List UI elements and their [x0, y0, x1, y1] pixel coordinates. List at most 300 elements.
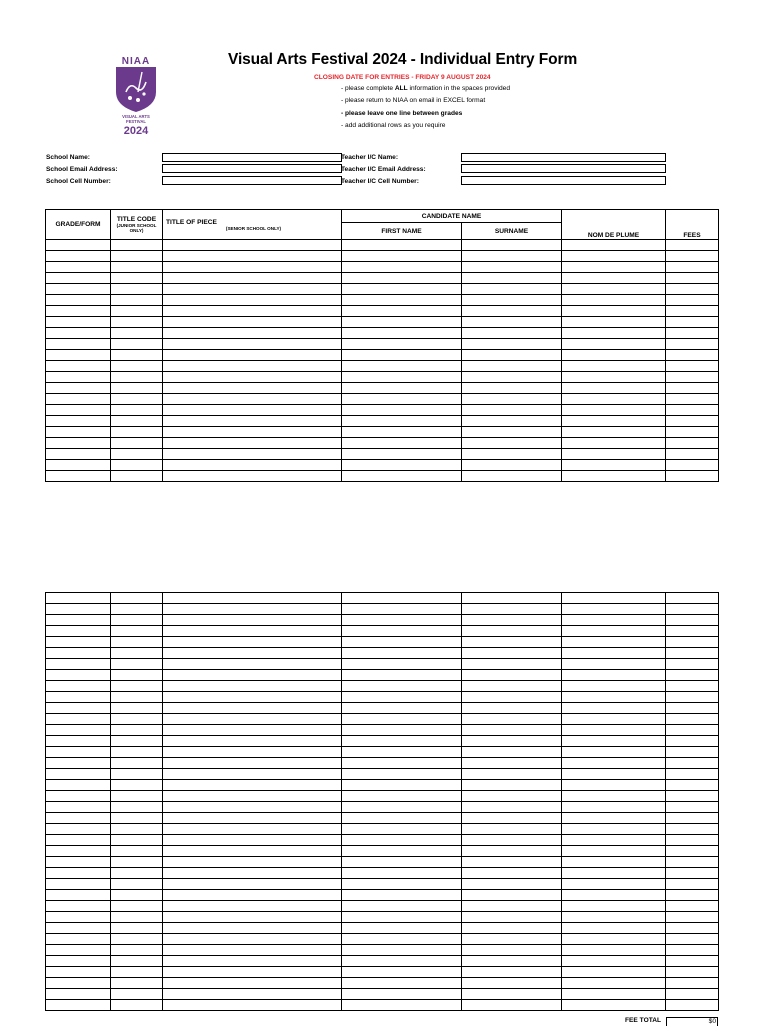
entry-cell[interactable]	[562, 339, 666, 350]
entry-cell[interactable]	[46, 769, 111, 780]
entry-cell[interactable]	[111, 416, 163, 427]
entry-cell[interactable]	[163, 791, 342, 802]
entry-cell[interactable]	[462, 251, 562, 262]
entry-cell[interactable]	[46, 989, 111, 1000]
entry-cell[interactable]	[462, 1000, 562, 1011]
entry-cell[interactable]	[342, 791, 462, 802]
entry-cell[interactable]	[462, 769, 562, 780]
entry-cell[interactable]	[163, 967, 342, 978]
entry-cell[interactable]	[163, 835, 342, 846]
entry-cell[interactable]	[462, 890, 562, 901]
entry-cell[interactable]	[163, 648, 342, 659]
entry-cell[interactable]	[46, 317, 111, 328]
entry-cell[interactable]	[342, 703, 462, 714]
entry-cell[interactable]	[342, 923, 462, 934]
teacher-email-field[interactable]	[461, 164, 666, 173]
entry-cell[interactable]	[163, 593, 342, 604]
entry-cell[interactable]	[342, 240, 462, 251]
entry-cell[interactable]	[163, 372, 342, 383]
entry-cell[interactable]	[111, 978, 163, 989]
entry-cell[interactable]	[562, 835, 666, 846]
entry-cell[interactable]	[562, 890, 666, 901]
entry-cell[interactable]	[163, 692, 342, 703]
entry-cell[interactable]	[342, 626, 462, 637]
entry-cell[interactable]	[342, 956, 462, 967]
entry-cell[interactable]	[342, 967, 462, 978]
entry-cell[interactable]	[111, 681, 163, 692]
entry-cell[interactable]	[46, 449, 111, 460]
entry-cell[interactable]	[462, 328, 562, 339]
entry-cell[interactable]	[163, 747, 342, 758]
entry-cell[interactable]	[666, 438, 719, 449]
entry-cell[interactable]	[163, 449, 342, 460]
entry-cell[interactable]	[111, 857, 163, 868]
entry-cell[interactable]	[462, 317, 562, 328]
entry-cell[interactable]	[666, 802, 719, 813]
entry-cell[interactable]	[562, 593, 666, 604]
entry-cell[interactable]	[562, 626, 666, 637]
entry-cell[interactable]	[163, 328, 342, 339]
entry-cell[interactable]	[462, 604, 562, 615]
entry-cell[interactable]	[342, 383, 462, 394]
entry-cell[interactable]	[462, 306, 562, 317]
entry-cell[interactable]	[342, 251, 462, 262]
entry-cell[interactable]	[46, 736, 111, 747]
entry-cell[interactable]	[562, 284, 666, 295]
entry-cell[interactable]	[163, 703, 342, 714]
entry-cell[interactable]	[342, 681, 462, 692]
entry-cell[interactable]	[562, 747, 666, 758]
entry-cell[interactable]	[462, 615, 562, 626]
entry-cell[interactable]	[46, 1000, 111, 1011]
entry-cell[interactable]	[46, 747, 111, 758]
entry-cell[interactable]	[46, 824, 111, 835]
entry-cell[interactable]	[562, 934, 666, 945]
entry-cell[interactable]	[666, 449, 719, 460]
entry-cell[interactable]	[666, 361, 719, 372]
entry-cell[interactable]	[462, 923, 562, 934]
entry-cell[interactable]	[666, 350, 719, 361]
entry-cell[interactable]	[666, 703, 719, 714]
entry-cell[interactable]	[46, 394, 111, 405]
entry-cell[interactable]	[111, 648, 163, 659]
entry-cell[interactable]	[666, 251, 719, 262]
entry-cell[interactable]	[111, 372, 163, 383]
entry-cell[interactable]	[111, 912, 163, 923]
entry-cell[interactable]	[342, 295, 462, 306]
entry-cell[interactable]	[163, 460, 342, 471]
entry-cell[interactable]	[46, 471, 111, 482]
entry-cell[interactable]	[342, 361, 462, 372]
entry-cell[interactable]	[666, 791, 719, 802]
entry-cell[interactable]	[342, 890, 462, 901]
entry-cell[interactable]	[462, 394, 562, 405]
entry-cell[interactable]	[342, 879, 462, 890]
entry-cell[interactable]	[163, 306, 342, 317]
entry-cell[interactable]	[666, 416, 719, 427]
entry-cell[interactable]	[46, 593, 111, 604]
entry-cell[interactable]	[562, 769, 666, 780]
entry-cell[interactable]	[46, 405, 111, 416]
entry-cell[interactable]	[462, 912, 562, 923]
entry-cell[interactable]	[111, 725, 163, 736]
entry-cell[interactable]	[111, 846, 163, 857]
entry-cell[interactable]	[562, 703, 666, 714]
entry-cell[interactable]	[462, 956, 562, 967]
entry-cell[interactable]	[666, 857, 719, 868]
entry-cell[interactable]	[562, 714, 666, 725]
entry-cell[interactable]	[562, 923, 666, 934]
entry-cell[interactable]	[666, 460, 719, 471]
entry-cell[interactable]	[46, 295, 111, 306]
entry-cell[interactable]	[562, 416, 666, 427]
entry-cell[interactable]	[111, 284, 163, 295]
entry-cell[interactable]	[666, 923, 719, 934]
entry-cell[interactable]	[342, 659, 462, 670]
entry-cell[interactable]	[342, 802, 462, 813]
entry-cell[interactable]	[562, 868, 666, 879]
entry-cell[interactable]	[562, 945, 666, 956]
entry-cell[interactable]	[163, 394, 342, 405]
entry-cell[interactable]	[163, 934, 342, 945]
entry-cell[interactable]	[562, 383, 666, 394]
school-email-field[interactable]	[162, 164, 342, 173]
entry-cell[interactable]	[111, 449, 163, 460]
entry-cell[interactable]	[462, 350, 562, 361]
entry-cell[interactable]	[163, 251, 342, 262]
entry-cell[interactable]	[111, 626, 163, 637]
entry-cell[interactable]	[46, 857, 111, 868]
entry-cell[interactable]	[666, 306, 719, 317]
entry-cell[interactable]	[666, 824, 719, 835]
entry-cell[interactable]	[342, 648, 462, 659]
entry-cell[interactable]	[666, 890, 719, 901]
entry-cell[interactable]	[342, 912, 462, 923]
entry-cell[interactable]	[666, 659, 719, 670]
entry-cell[interactable]	[562, 328, 666, 339]
entry-cell[interactable]	[342, 339, 462, 350]
entry-cell[interactable]	[111, 956, 163, 967]
entry-cell[interactable]	[666, 769, 719, 780]
entry-cell[interactable]	[342, 394, 462, 405]
entry-cell[interactable]	[462, 383, 562, 394]
entry-cell[interactable]	[111, 692, 163, 703]
entry-cell[interactable]	[342, 945, 462, 956]
entry-cell[interactable]	[462, 284, 562, 295]
entry-cell[interactable]	[111, 405, 163, 416]
entry-cell[interactable]	[462, 813, 562, 824]
entry-cell[interactable]	[666, 747, 719, 758]
entry-cell[interactable]	[666, 273, 719, 284]
entry-cell[interactable]	[562, 361, 666, 372]
entry-cell[interactable]	[111, 890, 163, 901]
entry-cell[interactable]	[342, 438, 462, 449]
entry-cell[interactable]	[111, 934, 163, 945]
entry-cell[interactable]	[462, 637, 562, 648]
entry-cell[interactable]	[666, 725, 719, 736]
entry-cell[interactable]	[342, 460, 462, 471]
entry-cell[interactable]	[111, 460, 163, 471]
entry-cell[interactable]	[342, 934, 462, 945]
entry-cell[interactable]	[666, 681, 719, 692]
entry-cell[interactable]	[562, 604, 666, 615]
entry-cell[interactable]	[163, 989, 342, 1000]
entry-cell[interactable]	[562, 912, 666, 923]
entry-cell[interactable]	[666, 868, 719, 879]
entry-cell[interactable]	[342, 835, 462, 846]
entry-cell[interactable]	[163, 978, 342, 989]
entry-cell[interactable]	[163, 350, 342, 361]
entry-cell[interactable]	[163, 405, 342, 416]
entry-cell[interactable]	[163, 284, 342, 295]
entry-cell[interactable]	[462, 681, 562, 692]
entry-cell[interactable]	[562, 901, 666, 912]
entry-cell[interactable]	[46, 923, 111, 934]
entry-cell[interactable]	[342, 405, 462, 416]
entry-cell[interactable]	[562, 989, 666, 1000]
entry-cell[interactable]	[342, 692, 462, 703]
entry-cell[interactable]	[111, 295, 163, 306]
entry-cell[interactable]	[562, 295, 666, 306]
entry-cell[interactable]	[462, 659, 562, 670]
entry-cell[interactable]	[562, 460, 666, 471]
entry-cell[interactable]	[462, 945, 562, 956]
entry-cell[interactable]	[163, 813, 342, 824]
entry-cell[interactable]	[342, 868, 462, 879]
entry-cell[interactable]	[163, 758, 342, 769]
entry-cell[interactable]	[111, 273, 163, 284]
entry-cell[interactable]	[562, 846, 666, 857]
entry-cell[interactable]	[163, 802, 342, 813]
entry-cell[interactable]	[46, 703, 111, 714]
entry-cell[interactable]	[163, 780, 342, 791]
entry-cell[interactable]	[342, 780, 462, 791]
entry-cell[interactable]	[666, 317, 719, 328]
entry-cell[interactable]	[666, 989, 719, 1000]
entry-cell[interactable]	[342, 1000, 462, 1011]
entry-cell[interactable]	[46, 967, 111, 978]
entry-cell[interactable]	[46, 802, 111, 813]
entry-cell[interactable]	[46, 901, 111, 912]
entry-cell[interactable]	[666, 967, 719, 978]
entry-cell[interactable]	[111, 835, 163, 846]
entry-cell[interactable]	[562, 780, 666, 791]
entry-cell[interactable]	[562, 449, 666, 460]
entry-cell[interactable]	[46, 372, 111, 383]
entry-cell[interactable]	[462, 967, 562, 978]
entry-cell[interactable]	[462, 901, 562, 912]
entry-cell[interactable]	[342, 350, 462, 361]
entry-cell[interactable]	[562, 813, 666, 824]
entry-cell[interactable]	[666, 648, 719, 659]
entry-cell[interactable]	[111, 240, 163, 251]
entry-cell[interactable]	[111, 306, 163, 317]
entry-cell[interactable]	[111, 328, 163, 339]
entry-cell[interactable]	[342, 901, 462, 912]
entry-cell[interactable]	[342, 317, 462, 328]
entry-cell[interactable]	[462, 262, 562, 273]
entry-cell[interactable]	[163, 824, 342, 835]
entry-cell[interactable]	[342, 989, 462, 1000]
entry-cell[interactable]	[46, 692, 111, 703]
entry-cell[interactable]	[111, 791, 163, 802]
entry-cell[interactable]	[163, 769, 342, 780]
entry-cell[interactable]	[562, 857, 666, 868]
entry-cell[interactable]	[666, 945, 719, 956]
entry-cell[interactable]	[562, 659, 666, 670]
entry-cell[interactable]	[111, 383, 163, 394]
entry-cell[interactable]	[163, 427, 342, 438]
entry-cell[interactable]	[46, 350, 111, 361]
entry-cell[interactable]	[462, 780, 562, 791]
entry-cell[interactable]	[666, 383, 719, 394]
entry-cell[interactable]	[666, 780, 719, 791]
entry-cell[interactable]	[163, 295, 342, 306]
entry-cell[interactable]	[46, 383, 111, 394]
entry-cell[interactable]	[163, 273, 342, 284]
entry-cell[interactable]	[111, 593, 163, 604]
entry-cell[interactable]	[163, 615, 342, 626]
entry-cell[interactable]	[163, 868, 342, 879]
entry-cell[interactable]	[666, 901, 719, 912]
entry-cell[interactable]	[562, 394, 666, 405]
entry-cell[interactable]	[163, 901, 342, 912]
entry-cell[interactable]	[562, 350, 666, 361]
entry-cell[interactable]	[163, 317, 342, 328]
entry-cell[interactable]	[111, 758, 163, 769]
entry-cell[interactable]	[342, 615, 462, 626]
entry-cell[interactable]	[562, 978, 666, 989]
entry-cell[interactable]	[562, 967, 666, 978]
entry-cell[interactable]	[111, 967, 163, 978]
entry-cell[interactable]	[666, 593, 719, 604]
entry-cell[interactable]	[163, 846, 342, 857]
entry-cell[interactable]	[666, 262, 719, 273]
entry-cell[interactable]	[666, 372, 719, 383]
entry-cell[interactable]	[462, 758, 562, 769]
entry-cell[interactable]	[111, 868, 163, 879]
entry-cell[interactable]	[462, 273, 562, 284]
entry-cell[interactable]	[462, 405, 562, 416]
entry-cell[interactable]	[562, 802, 666, 813]
entry-cell[interactable]	[562, 427, 666, 438]
entry-cell[interactable]	[462, 978, 562, 989]
school-name-field[interactable]	[162, 153, 342, 162]
entry-cell[interactable]	[666, 835, 719, 846]
entry-cell[interactable]	[666, 471, 719, 482]
entry-cell[interactable]	[462, 626, 562, 637]
entry-cell[interactable]	[342, 725, 462, 736]
entry-cell[interactable]	[342, 637, 462, 648]
entry-cell[interactable]	[462, 361, 562, 372]
entry-cell[interactable]	[46, 438, 111, 449]
entry-cell[interactable]	[342, 747, 462, 758]
entry-cell[interactable]	[163, 471, 342, 482]
entry-cell[interactable]	[462, 438, 562, 449]
entry-cell[interactable]	[666, 604, 719, 615]
entry-cell[interactable]	[46, 945, 111, 956]
entry-cell[interactable]	[163, 604, 342, 615]
entry-cell[interactable]	[163, 1000, 342, 1011]
entry-cell[interactable]	[462, 934, 562, 945]
entry-cell[interactable]	[462, 372, 562, 383]
entry-cell[interactable]	[46, 427, 111, 438]
entry-cell[interactable]	[462, 339, 562, 350]
entry-cell[interactable]	[46, 648, 111, 659]
entry-cell[interactable]	[462, 868, 562, 879]
entry-cell[interactable]	[163, 339, 342, 350]
entry-cell[interactable]	[46, 615, 111, 626]
entry-cell[interactable]	[163, 956, 342, 967]
entry-cell[interactable]	[46, 978, 111, 989]
entry-cell[interactable]	[163, 262, 342, 273]
entry-cell[interactable]	[163, 736, 342, 747]
entry-cell[interactable]	[666, 714, 719, 725]
entry-cell[interactable]	[562, 372, 666, 383]
entry-cell[interactable]	[462, 449, 562, 460]
entry-cell[interactable]	[462, 416, 562, 427]
entry-cell[interactable]	[342, 471, 462, 482]
entry-cell[interactable]	[562, 615, 666, 626]
entry-cell[interactable]	[111, 637, 163, 648]
entry-cell[interactable]	[462, 648, 562, 659]
entry-cell[interactable]	[462, 427, 562, 438]
entry-cell[interactable]	[163, 923, 342, 934]
entry-cell[interactable]	[46, 670, 111, 681]
entry-cell[interactable]	[666, 813, 719, 824]
entry-cell[interactable]	[462, 670, 562, 681]
entry-cell[interactable]	[666, 736, 719, 747]
entry-cell[interactable]	[666, 339, 719, 350]
entry-cell[interactable]	[111, 339, 163, 350]
entry-cell[interactable]	[163, 416, 342, 427]
entry-cell[interactable]	[111, 427, 163, 438]
entry-cell[interactable]	[163, 857, 342, 868]
entry-cell[interactable]	[46, 416, 111, 427]
entry-cell[interactable]	[111, 703, 163, 714]
entry-cell[interactable]	[46, 912, 111, 923]
entry-cell[interactable]	[562, 725, 666, 736]
entry-cell[interactable]	[111, 251, 163, 262]
entry-cell[interactable]	[562, 251, 666, 262]
entry-cell[interactable]	[562, 306, 666, 317]
entry-cell[interactable]	[163, 626, 342, 637]
entry-cell[interactable]	[46, 361, 111, 372]
entry-cell[interactable]	[562, 438, 666, 449]
entry-cell[interactable]	[666, 284, 719, 295]
entry-cell[interactable]	[342, 427, 462, 438]
entry-cell[interactable]	[111, 471, 163, 482]
entry-cell[interactable]	[666, 879, 719, 890]
entry-cell[interactable]	[342, 284, 462, 295]
entry-cell[interactable]	[163, 659, 342, 670]
entry-cell[interactable]	[342, 824, 462, 835]
entry-cell[interactable]	[111, 262, 163, 273]
entry-cell[interactable]	[562, 879, 666, 890]
entry-cell[interactable]	[163, 681, 342, 692]
entry-cell[interactable]	[562, 405, 666, 416]
entry-cell[interactable]	[111, 747, 163, 758]
entry-cell[interactable]	[46, 956, 111, 967]
entry-cell[interactable]	[111, 802, 163, 813]
entry-cell[interactable]	[111, 824, 163, 835]
entry-cell[interactable]	[46, 725, 111, 736]
entry-cell[interactable]	[666, 626, 719, 637]
entry-cell[interactable]	[163, 912, 342, 923]
entry-cell[interactable]	[462, 802, 562, 813]
entry-cell[interactable]	[462, 857, 562, 868]
entry-cell[interactable]	[462, 747, 562, 758]
